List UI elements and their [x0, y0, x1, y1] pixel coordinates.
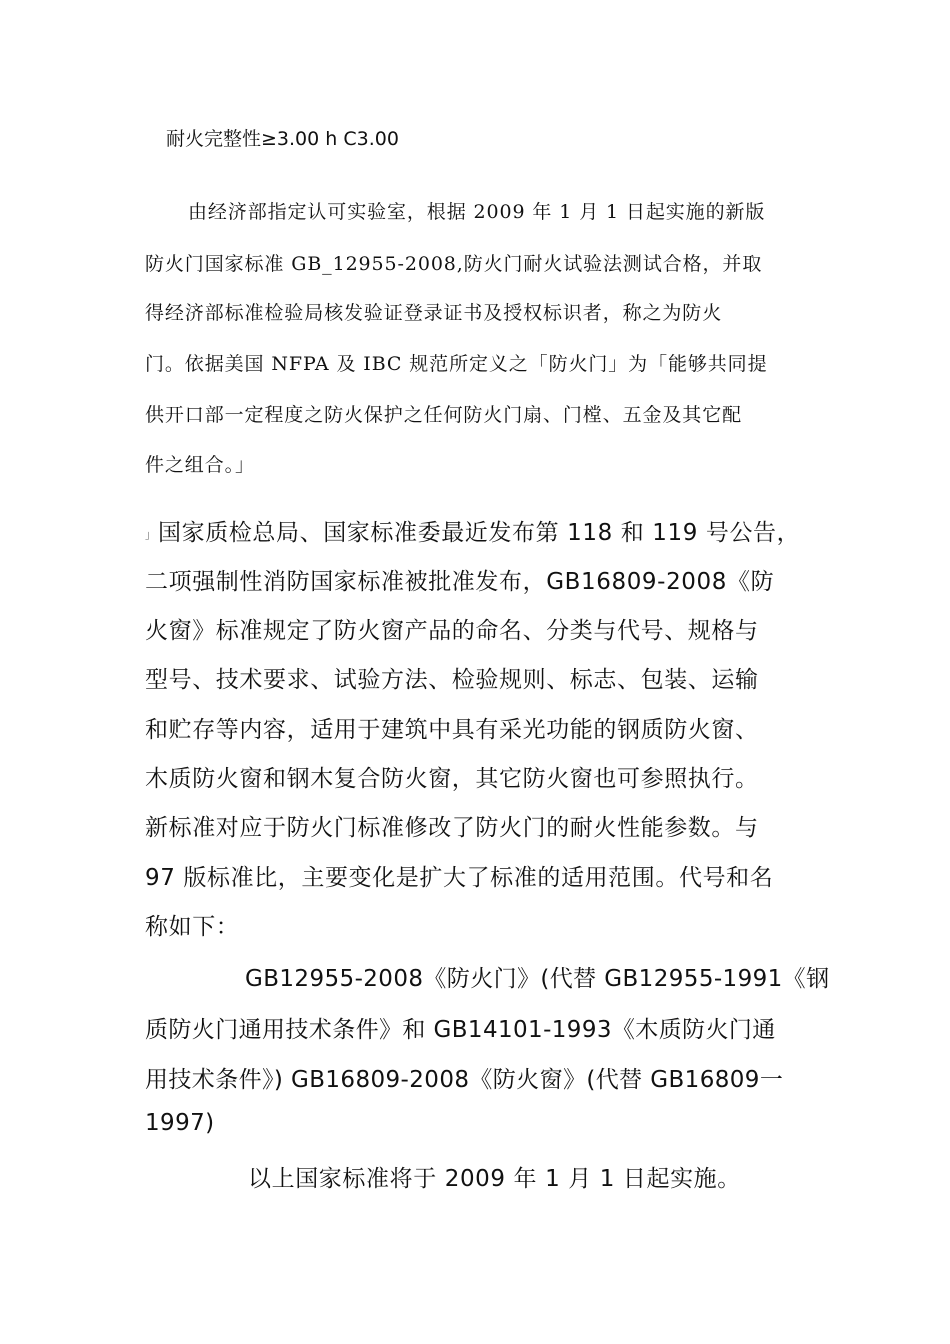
- paragraph-3-line-4: 1997): [145, 1110, 215, 1136]
- paragraph-1-line-6: 件之组合。」: [145, 454, 255, 476]
- paragraph-1-line-2: 防火门国家标准 GB_12955-2008,防火门耐火试验法测试合格，并取: [145, 253, 763, 275]
- paragraph-1-line-1: 由经济部指定认可实验室，根据 2009 年 1 月 1 日起实施的新版: [188, 201, 766, 223]
- paragraph-2-line-3: 火窗》标准规定了防火窗产品的命名、分类与代号、规格与: [145, 618, 759, 644]
- paragraph-3-line-2: 质防火门通用技术条件》和 GB14101-1993《木质防火门通: [145, 1017, 776, 1043]
- paragraph-2-line-1: 国家质检总局、国家标准委最近发布第 118 和 119 号公告，: [158, 520, 801, 546]
- paragraph-3-line-1: GB12955-2008《防火门》(代替 GB12955-1991《钢: [245, 966, 830, 992]
- paragraph-2-line-4: 型号、技术要求、试验方法、检验规则、标志、包装、运输: [145, 667, 759, 693]
- paragraph-4-line: 以上国家标准将于 2009 年 1 月 1 日起实施。: [248, 1166, 741, 1192]
- paragraph-2-line-7: 新标准对应于防火门标准修改了防火门的耐火性能参数。与: [145, 815, 759, 841]
- paragraph-2-mark: 」: [145, 528, 156, 541]
- paragraph-2-line-9: 称如下：: [145, 914, 240, 940]
- paragraph-2-line-8: 97 版标准比，主要变化是扩大了标准的适用范围。代号和名: [145, 865, 774, 891]
- paragraph-2-line-2: 二项强制性消防国家标准被批准发布，GB16809-2008《防: [145, 569, 775, 595]
- paragraph-2-line-5: 和贮存等内容，适用于建筑中具有采光功能的钢质防火窗、: [145, 717, 759, 743]
- heading-line: 耐火完整性≥3.00 h C3.00: [166, 128, 399, 150]
- paragraph-2-line-6: 木质防火窗和钢木复合防火窗，其它防火窗也可参照执行。: [145, 766, 759, 792]
- paragraph-1-line-5: 供开口部一定程度之防火保护之任何防火门扇、门樘、五金及其它配: [145, 404, 743, 426]
- paragraph-1-line-4: 门。依据美国 NFPA 及 IBC 规范所定义之「防火门」为「能够共同提: [145, 353, 768, 375]
- paragraph-1-line-3: 得经济部标准检验局核发验证登录证书及授权标识者，称之为防火: [145, 302, 723, 324]
- paragraph-3-line-3: 用技术条件》) GB16809-2008《防火窗》(代替 GB16809一: [145, 1067, 784, 1093]
